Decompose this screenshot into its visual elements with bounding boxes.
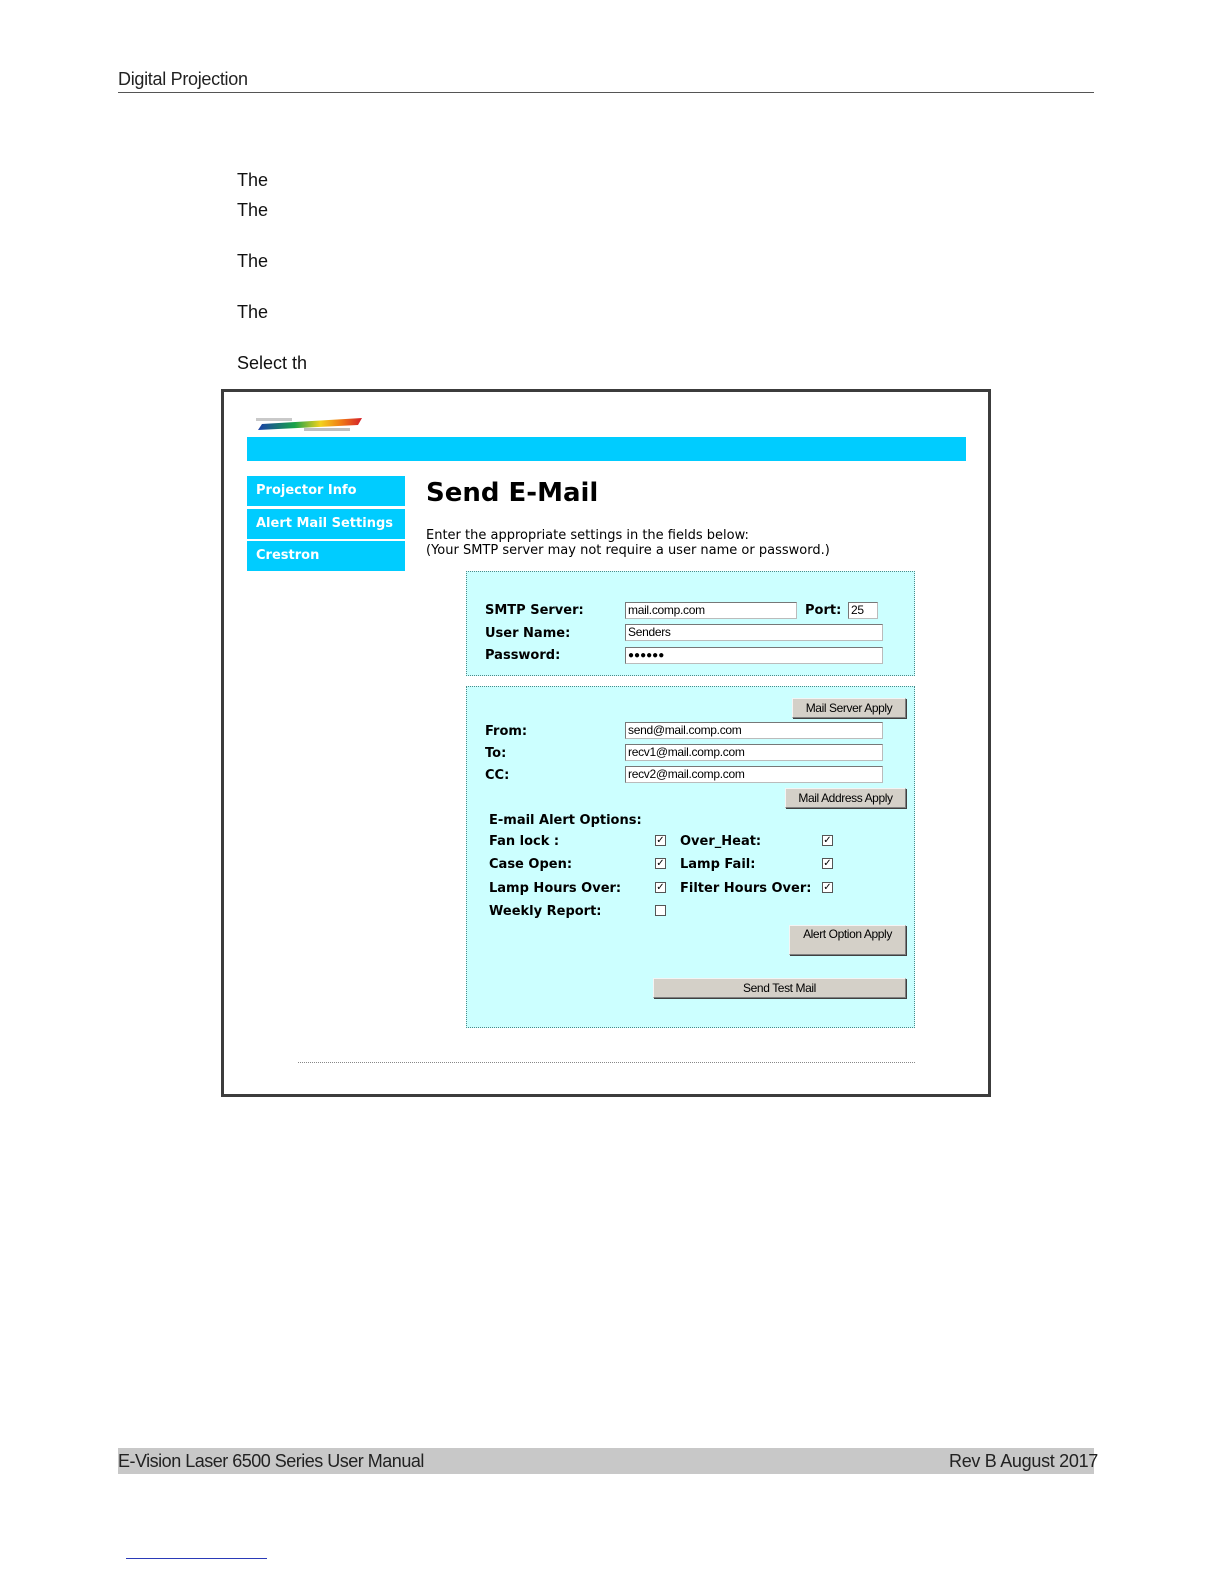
menu-crestron[interactable]: Crestron	[247, 541, 405, 571]
body-line-1: The	[237, 170, 269, 190]
alert-option-apply-button[interactable]	[789, 925, 906, 955]
port-label: Port:	[805, 603, 842, 618]
bottom-divider	[298, 1062, 915, 1063]
lamp-fail-checkbox[interactable]: ✓	[823, 858, 832, 869]
to-input[interactable]: recv1@mail.comp.com	[625, 744, 883, 761]
brand-logo-icon	[254, 416, 362, 434]
weekly-report-checkbox[interactable]	[655, 905, 666, 916]
user-name-label: User Name:	[485, 626, 571, 641]
document-header-title: Digital Projection	[118, 69, 248, 89]
lamp-fail-label: Lamp Fail:	[680, 857, 756, 872]
intro-line-2: (Your SMTP server may not require a user name or password.)	[426, 543, 830, 558]
footer-revision: Rev B August 2017	[949, 1451, 1099, 1471]
header-banner	[247, 437, 966, 461]
mail-server-apply-button[interactable]: Mail Server Apply	[792, 698, 906, 718]
mail-address-apply-button[interactable]: Mail Address Apply	[785, 788, 906, 808]
menu-projector-info[interactable]: Projector Info	[247, 476, 405, 506]
smtp-server-label: SMTP Server:	[485, 603, 584, 618]
over-heat-label: Over_Heat:	[680, 834, 762, 849]
weekly-report-label: Weekly Report:	[489, 904, 602, 919]
port-input[interactable]: 25	[848, 602, 878, 619]
footer-manual-title: E-Vision Laser 6500 Series User Manual	[118, 1451, 424, 1471]
password-input[interactable]: ●●●●●●	[625, 647, 883, 664]
password-label: Password:	[485, 648, 561, 663]
from-label: From:	[485, 724, 528, 739]
lamp-hours-over-label: Lamp Hours Over:	[489, 881, 622, 896]
to-label: To:	[485, 746, 507, 761]
send-email-screenshot	[221, 389, 991, 1097]
link-underline	[126, 1558, 267, 1559]
over-heat-checkbox[interactable]: ✓	[823, 835, 832, 846]
fan-lock-checkbox[interactable]: ✓	[656, 835, 665, 846]
cc-input[interactable]: recv2@mail.comp.com	[625, 766, 883, 783]
body-line-4: The	[237, 302, 269, 322]
smtp-settings-panel	[466, 571, 915, 676]
menu-alert-mail-settings[interactable]: Alert Mail Settings	[247, 509, 405, 539]
body-line-3: The	[237, 251, 269, 271]
body-line-2: The	[237, 200, 269, 220]
alert-options-heading: E-mail Alert Options:	[489, 813, 642, 828]
smtp-server-input[interactable]: mail.comp.com	[625, 602, 797, 619]
page-title: Send E-Mail	[426, 478, 599, 508]
case-open-checkbox[interactable]: ✓	[656, 858, 665, 869]
user-name-input[interactable]: Senders	[625, 624, 883, 641]
mail-settings-panel	[466, 686, 915, 1028]
lamp-hours-over-checkbox[interactable]: ✓	[656, 882, 665, 893]
filter-hours-over-checkbox[interactable]: ✓	[823, 882, 832, 893]
body-line-5: Select th	[237, 353, 308, 373]
filter-hours-over-label: Filter Hours Over:	[680, 881, 812, 896]
cc-label: CC:	[485, 768, 510, 783]
fan-lock-label: Fan lock :	[489, 834, 560, 849]
case-open-label: Case Open:	[489, 857, 573, 872]
send-test-mail-button[interactable]: Send Test Mail	[653, 978, 906, 998]
from-input[interactable]: send@mail.comp.com	[625, 722, 883, 739]
intro-line-1: Enter the appropriate settings in the fields below:	[426, 528, 749, 543]
alert-option-apply-label: Alert Option Apply	[803, 927, 892, 941]
header-divider	[118, 92, 1094, 93]
